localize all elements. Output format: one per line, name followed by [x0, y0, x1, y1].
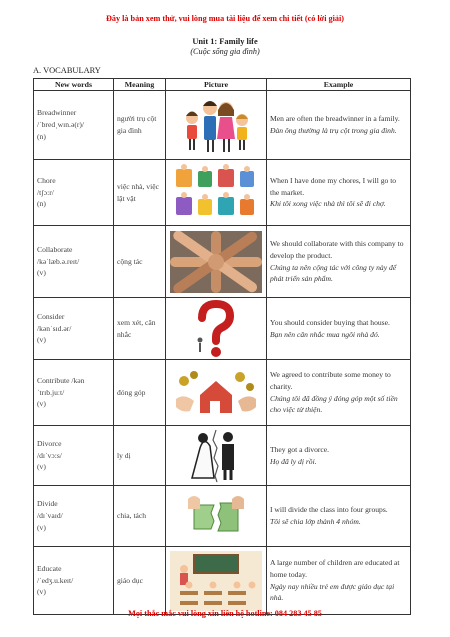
part-of-speech: (v) — [37, 399, 46, 409]
example-cell — [267, 360, 411, 426]
example-vi: Họ đã ly dị rồi. — [270, 456, 317, 466]
word: Divide — [37, 499, 58, 509]
section-heading: A. VOCABULARY — [33, 66, 101, 75]
picture-cell — [166, 360, 267, 426]
example-cell — [267, 547, 411, 615]
picture-cell — [166, 91, 267, 160]
tearing-bill-icon — [186, 489, 246, 543]
word: Divorce — [37, 438, 62, 448]
picture-cell — [166, 298, 267, 360]
family-icon — [170, 94, 262, 156]
word: Consider — [37, 311, 65, 321]
word-cell — [34, 426, 114, 486]
table-row — [34, 160, 411, 226]
meaning: việc nhà, việc lặt vặt — [114, 160, 166, 226]
example-en: When I have done my chores, I will go to the market. — [270, 175, 397, 197]
hotline-banner: Mọi thắc mắc vui lòng xin liên hệ hotline: 084 283 45 85 — [128, 609, 322, 618]
hands-together-icon — [170, 231, 262, 293]
header-meaning: Meaning — [114, 79, 166, 91]
meaning: ly dị — [114, 426, 166, 486]
word-cell — [34, 298, 114, 360]
header-picture: Picture — [166, 79, 267, 91]
picture-cell — [166, 160, 267, 226]
example-en: They got a divorce. — [270, 444, 330, 454]
part-of-speech: (v) — [37, 335, 46, 345]
word-cell — [34, 547, 114, 615]
ipa: /ˈbred͵wɪn.ə(r)/ — [37, 120, 85, 130]
picture-cell — [166, 226, 267, 298]
word: Collaborate — [37, 244, 73, 254]
preview-banner: Đây là bản xem thử, vui lòng mua tài liệu để xem chi tiết (có lời giải) — [105, 14, 344, 23]
part-of-speech: (n) — [37, 199, 46, 209]
table-row — [34, 298, 411, 360]
example-vi: Chúng tôi đã đồng ý đóng góp một số tiền cho việc từ thiện. — [270, 393, 398, 415]
example-en: We agreed to contribute some money to charity. — [270, 369, 391, 391]
ipa: /kənˈsɪd.ər/ — [37, 323, 72, 333]
meaning: xem xét, cân nhắc — [114, 298, 166, 360]
ipa: /tʃɔ:r/ — [37, 187, 54, 197]
header-example: Example — [267, 79, 411, 91]
example-cell — [267, 486, 411, 547]
word: Chore — [37, 175, 56, 185]
example-cell — [267, 226, 411, 298]
ipa: /ˈedʒ.u.keɪt/ — [37, 575, 74, 585]
word: Breadwinner — [37, 108, 77, 118]
vocabulary-table — [33, 78, 411, 615]
word-cell — [34, 486, 114, 547]
unit-subtitle: (Cuộc sống gia đình) — [190, 47, 260, 56]
table-row — [34, 360, 411, 426]
table-row — [34, 226, 411, 298]
divorce-icon — [186, 428, 246, 484]
classroom-icon — [170, 551, 262, 611]
example-en: Men are often the breadwinner in a family. — [270, 114, 400, 124]
meaning: chia, tách — [114, 486, 166, 547]
ipa: /dɪˈvaɪd/ — [37, 511, 63, 521]
ipa: ˈtrɪb.juːt/ — [37, 387, 65, 397]
meaning: giáo dục — [114, 547, 166, 615]
picture-cell — [166, 426, 267, 486]
ipa: /dɪˈvɔ:s/ — [37, 450, 62, 460]
picture-cell — [166, 486, 267, 547]
meaning: cộng tác — [114, 226, 166, 298]
word-cell — [34, 360, 114, 426]
part-of-speech: (v) — [37, 462, 46, 472]
table-row — [34, 547, 411, 615]
part-of-speech: (v) — [37, 522, 46, 532]
example-en: I will divide the class into four groups. — [270, 505, 388, 515]
table-row — [34, 91, 411, 160]
header-new-words: New words — [34, 79, 114, 91]
example-cell — [267, 160, 411, 226]
word-cell — [34, 226, 114, 298]
word-cell — [34, 91, 114, 160]
example-vi: Khi tôi xong việc nhà thì tôi sẽ đi chợ. — [270, 199, 386, 209]
example-vi: Chúng ta nên cộng tác với công ty này để phát triển sản phẩm. — [270, 262, 397, 284]
example-cell — [267, 426, 411, 486]
part-of-speech: (v) — [37, 268, 46, 278]
word: Contribute /kən — [37, 375, 85, 385]
example-cell — [267, 298, 411, 360]
example-en: We should collaborate with this company to develop the product. — [270, 238, 404, 260]
example-en: A large number of children are educated at home today. — [270, 557, 400, 579]
example-en: You should consider buying that house. — [270, 317, 390, 327]
table-row — [34, 486, 411, 547]
unit-title: Unit 1: Family life — [192, 37, 258, 46]
part-of-speech: (n) — [37, 131, 46, 141]
word-cell — [34, 160, 114, 226]
example-vi: Ngày nay nhiều trẻ em được giáo dục tại nhà. — [270, 581, 395, 603]
example-vi: Tôi sẽ chia lớp thành 4 nhóm. — [270, 517, 361, 526]
picture-cell — [166, 547, 267, 615]
meaning: đóng góp — [114, 360, 166, 426]
table-header — [34, 79, 411, 91]
example-vi: Bạn nên cân nhắc mua ngôi nhà đó. — [270, 329, 380, 339]
part-of-speech: (v) — [37, 587, 46, 597]
word: Educate — [37, 563, 62, 573]
example-cell — [267, 91, 411, 160]
ipa: /kəˈlæb.ə.reɪt/ — [37, 256, 80, 266]
table-row — [34, 426, 411, 486]
meaning: người trụ cột gia đình — [114, 91, 166, 160]
house-coins-icon — [170, 365, 262, 421]
chores-icon — [170, 163, 262, 223]
example-vi: Đàn ông thường là trụ cột trong gia đình. — [270, 126, 397, 135]
question-mark-icon — [186, 300, 246, 358]
